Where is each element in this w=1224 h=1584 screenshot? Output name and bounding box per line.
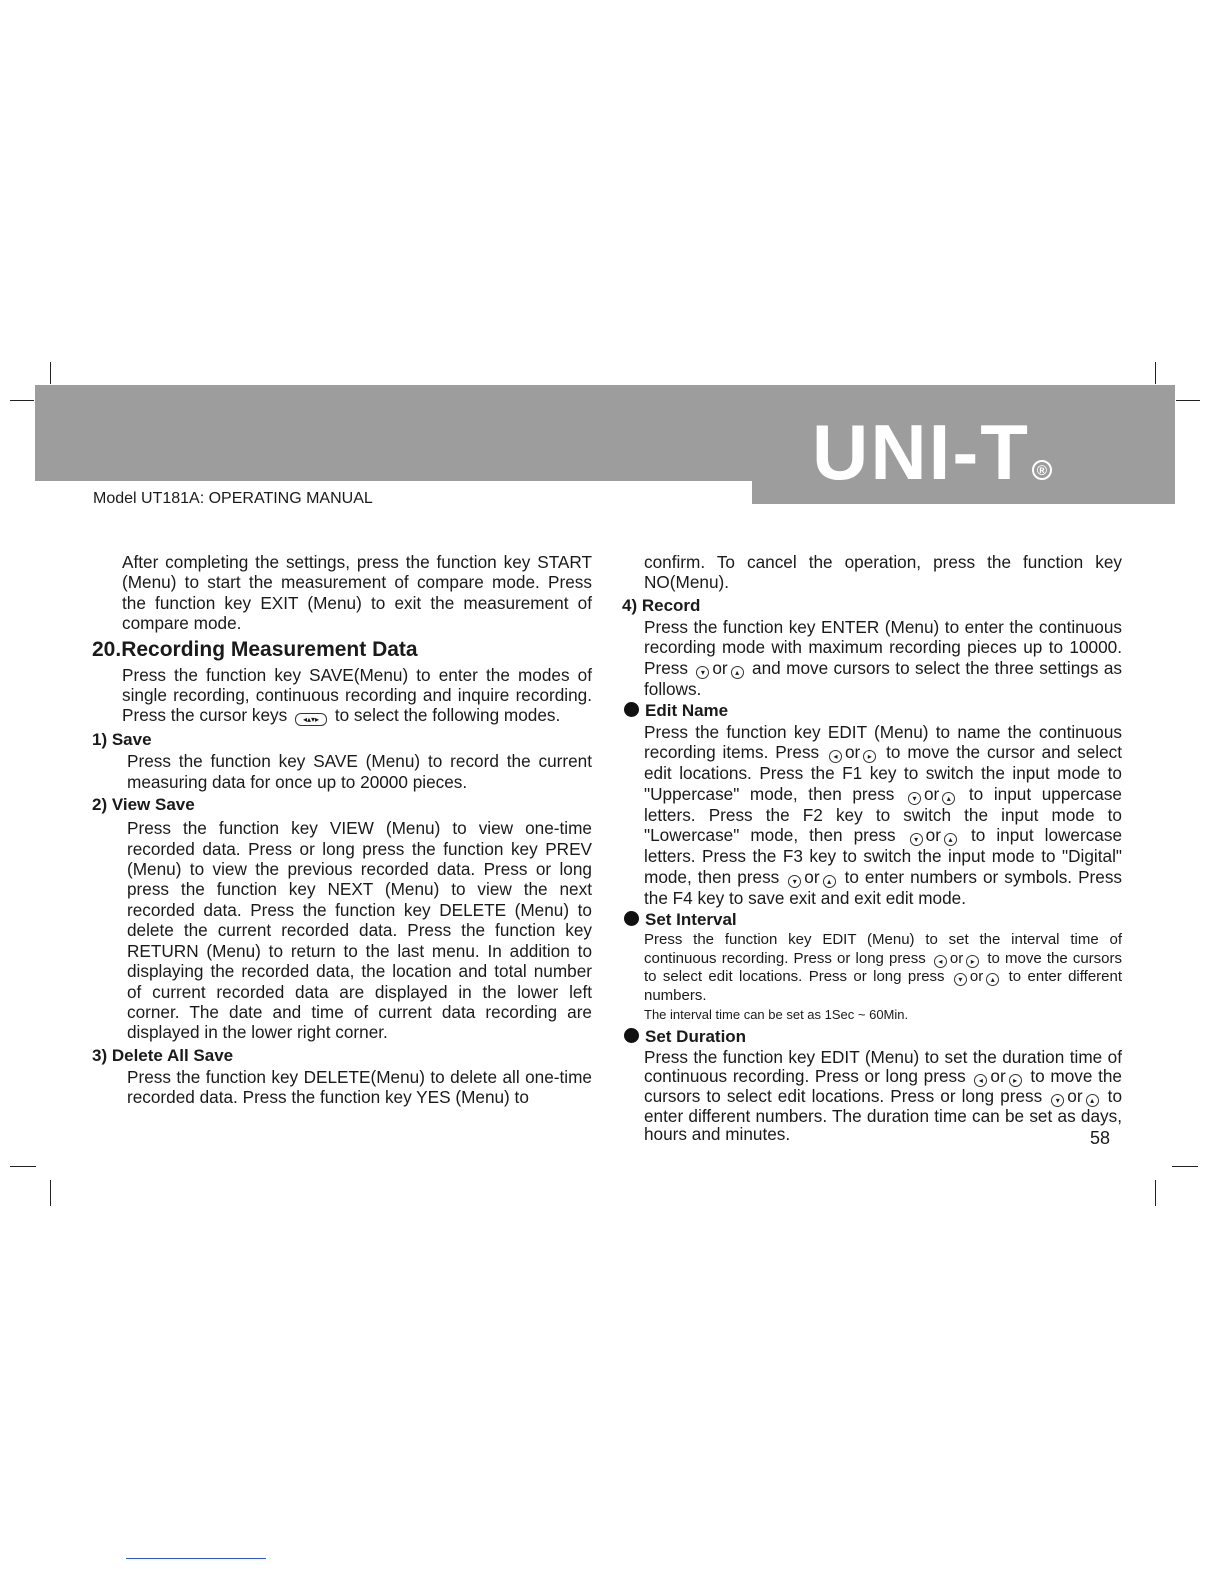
down-key-icon: ▾ — [696, 666, 709, 679]
duration-body-3: to enter different numbers. The duration time can be set as days, hours and minutes. — [644, 1085, 1123, 1145]
up-key-icon: ▴ — [944, 833, 957, 846]
edit-body-5: to enter numbers or symbols. Press the F4 key to save exit and exit edit mode. — [644, 866, 1123, 908]
record-body-2: and move cursors to select the three settings as follows. — [644, 657, 1122, 699]
right-key-icon: ▸ — [1009, 1074, 1022, 1087]
section-title: 20.Recording Measurement Data — [92, 637, 418, 661]
page-number: 58 — [1090, 1128, 1111, 1148]
crop-mark — [1176, 400, 1200, 401]
edit-body-3: to input uppercase letters. Press the F2 key to switch the input mode to "Lowercase" mode, then press — [644, 783, 1122, 846]
interval-body-3: to enter different numbers. — [644, 968, 1123, 1004]
cursor-keys-icon: ◂▴▾▸ — [295, 713, 327, 726]
up-key-icon: ▴ — [986, 973, 999, 986]
model-line: Model UT181A: OPERATING MANUAL — [93, 490, 373, 507]
interval-note: The interval time can be set as 1Sec ~ 60Min. — [644, 1007, 909, 1023]
edit-name-label: Edit Name — [645, 701, 729, 721]
right-key-icon: ▸ — [863, 750, 876, 763]
interval-body-1: Press the function key EDIT (Menu) to set the interval time of continuous recording. Press or long press — [644, 931, 1122, 967]
interval-or-2: or — [969, 968, 984, 986]
up-key-icon: ▴ — [823, 875, 836, 888]
delete-all-title: 3) Delete All Save — [92, 1045, 234, 1065]
view-save-paragraph: Press the function key VIEW (Menu) to view one-time recorded data. Press or long press the function key PREV (Menu) to view the previous recorded data. Press or long press the function key NEXT (Menu) to view the next recorded data. Press the function key DELETE (Menu) to delete the current recorded data. Press the function key RETURN (Menu) to return to the last menu. In addition to displaying the recorded data, the location and total number of current recorded data are displayed in the lower left corner. The date and time of current data recording are displayed in the lower right corner. — [127, 818, 592, 1043]
edit-body-4: to input lowercase letters. Press the F3 key to switch the input mode to "Digital" mode, then press — [644, 825, 1122, 887]
edit-or-4: or — [804, 866, 820, 887]
edit-or-1: or — [845, 742, 861, 763]
duration-body-2: to move the cursors to select edit locations. Press or long press — [644, 1065, 1122, 1106]
edit-or-3: or — [925, 825, 941, 846]
interval-or-1: or — [949, 949, 964, 967]
bullet-icon — [624, 702, 639, 717]
crop-mark — [10, 1166, 36, 1167]
set-interval-label: Set Interval — [645, 910, 737, 930]
set-interval-title — [624, 909, 1122, 931]
section-paragraph — [122, 665, 592, 727]
edit-name-paragraph — [644, 722, 1122, 908]
record-body-1: Press the function key ENTER (Menu) to enter the continuous recording mode with maximum recording pieces up to 10000. Press — [644, 616, 1122, 678]
left-key-icon: ◂ — [829, 750, 842, 763]
duration-body-1: Press the function key EDIT (Menu) to set the duration time of continuous recording. Press or long press — [644, 1047, 1122, 1086]
record-title: 4) Record — [622, 595, 701, 615]
record-paragraph — [644, 617, 1122, 699]
bullet-icon — [624, 1028, 639, 1043]
view-save-title: 2) View Save — [92, 795, 195, 815]
down-key-icon: ▾ — [1051, 1094, 1064, 1107]
set-interval-paragraph — [644, 931, 1122, 1005]
crop-mark — [10, 400, 34, 401]
crop-mark — [1155, 1180, 1156, 1206]
set-duration-label: Set Duration — [645, 1027, 747, 1047]
up-key-icon: ▴ — [1086, 1094, 1099, 1107]
set-duration-paragraph — [644, 1048, 1122, 1143]
crop-mark — [50, 362, 51, 384]
logo-text: UNI-T — [812, 408, 1030, 496]
save-title: 1) Save — [92, 730, 152, 750]
record-or: or — [712, 657, 728, 678]
intro-paragraph: After completing the settings, press the function key START (Menu) to start the measurement of compare mode. Press the function key EXIT (Menu) to exit the measurement of compare mode. — [122, 552, 592, 634]
left-column — [92, 552, 592, 1108]
interval-body-2: to move the cursors to select edit locations. Press or long press — [644, 949, 1123, 986]
bullet-icon — [624, 911, 639, 926]
edit-name-title — [624, 700, 1122, 722]
down-key-icon: ▾ — [908, 792, 921, 805]
set-duration-title — [624, 1026, 1122, 1048]
edit-body-2: to move the cursor and select edit locations. Press the F1 key to switch the input mode to "Uppercase" mode, then press — [644, 742, 1122, 804]
edit-body-1: Press the function key EDIT (Menu) to name the continuous recording items. Press — [644, 722, 1122, 763]
registered-mark-icon: ® — [1032, 460, 1052, 480]
section-body-2: to select the following modes. — [334, 705, 561, 726]
down-key-icon: ▾ — [954, 973, 967, 986]
link-underline — [126, 1558, 266, 1559]
duration-or-1: or — [990, 1065, 1006, 1086]
crop-mark — [1172, 1166, 1198, 1167]
down-key-icon: ▾ — [788, 875, 801, 888]
edit-or-2: or — [924, 783, 940, 804]
save-paragraph: Press the function key SAVE (Menu) to record the current measuring data for once up to 20000 pieces. — [127, 751, 592, 792]
down-key-icon: ▾ — [910, 833, 923, 846]
up-key-icon: ▴ — [942, 792, 955, 805]
left-key-icon: ◂ — [934, 955, 947, 968]
left-key-icon: ◂ — [974, 1074, 987, 1087]
right-column — [622, 552, 1122, 1144]
crop-mark — [1155, 362, 1156, 384]
right-key-icon: ▸ — [966, 955, 979, 968]
duration-or-2: or — [1067, 1085, 1083, 1106]
uni-t-logo — [812, 408, 1132, 496]
up-key-icon: ▴ — [731, 666, 744, 679]
crop-mark — [50, 1180, 51, 1206]
section-body-1: Press the function key SAVE(Menu) to enter the modes of single recording, continuous recording and inquire recording. Press the cursor keys — [122, 664, 592, 726]
continued-paragraph: confirm. To cancel the operation, press the function key NO(Menu). — [644, 552, 1122, 593]
delete-all-paragraph: Press the function key DELETE(Menu) to delete all one-time recorded data. Press the function key YES (Menu) to — [127, 1066, 592, 1108]
